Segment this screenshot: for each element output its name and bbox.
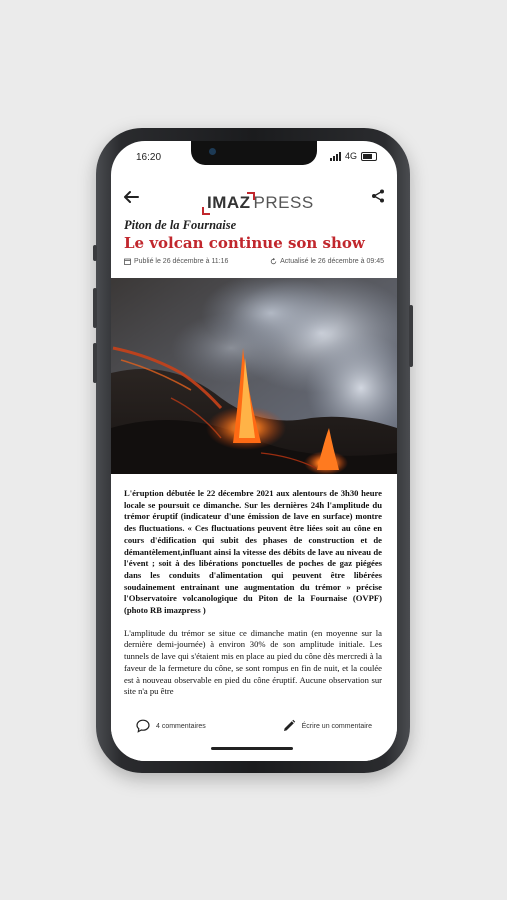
write-comment-label: Écrire un commentaire [301,722,372,730]
arrow-left-icon[interactable] [121,187,141,207]
comments-label: 4 commentaires [156,722,206,730]
bottom-bar [111,711,397,761]
pencil-icon [282,719,296,733]
speech-bubble-icon [136,719,150,733]
published-date [124,258,228,265]
article-body [124,488,382,698]
phone-volume-up [93,288,97,328]
phone-screen [111,141,397,761]
battery-icon [361,152,377,161]
comments-button[interactable] [136,719,206,733]
logo-main-text: IMAZ [207,193,251,212]
updated-date [270,258,384,265]
article-title: Le volcan continue son show [124,234,365,252]
logo-corner-mark [202,207,210,215]
logo-corner-mark [247,192,255,200]
volcano-photo [111,278,397,474]
article-lead: L'éruption débutée le 22 décembre 2021 aux alentours de 3h30 heure locale se poursuit ce dimanche. Sur les dernières 24h l'amplitude du trémor éruptif (indicateur d'une émission de lave en surface) montre des fluctuations. « Ces fluctuations peuvent être liées soit au cône en cours d'édification qui subit des phases de construction et de démantèlement,influant ainsi la vitesse des débits de lave au niveau de l'évent ; soit à des libérations ponctuelles de poches de gaz piégées dans les conduits d'alimentation qui peuvent être libérées soudainement entrainant une augmentation du trémor » précise l'Observatoire volcanologique du Piton de la Fournaise (OVPF) (photo RB imazpress ) [124,488,382,616]
status-time: 16:20 [136,152,162,163]
refresh-icon [270,258,277,265]
write-comment-button[interactable] [282,719,372,733]
share-icon[interactable] [371,189,385,203]
article-kicker: Piton de la Fournaise [124,218,237,232]
status-bar-right [330,151,377,161]
camera [209,148,216,155]
network-label: 4G [344,151,357,161]
home-indicator[interactable] [211,747,293,750]
article-paragraph: L'amplitude du trémor se situe ce dimanche matin (en moyenne sur la dernière demi-journée) à environ 30% de son amplitude initiale. Les tunnels de lave qui s'étaient mis en place au pied du cône dès mercredi à la faveur de la fermeture du cône, se sont rompus en fin de nuit, et la coulée est à nouveau observable en pied du cône éruptif. Aucune observation sur site n'a pu être [124,627,382,697]
calendar-icon [124,258,131,265]
logo[interactable] [205,183,314,213]
phone-power-button [409,305,413,367]
signal-icon [330,152,341,161]
updated-text: Actualisé le 26 décembre à 09:45 [280,258,384,265]
app-header [111,183,397,213]
logo-press-text: PRESS [253,193,314,212]
phone-side-button [93,245,97,261]
phone-volume-down [93,343,97,383]
published-text: Publié le 26 décembre à 11:16 [134,258,229,265]
